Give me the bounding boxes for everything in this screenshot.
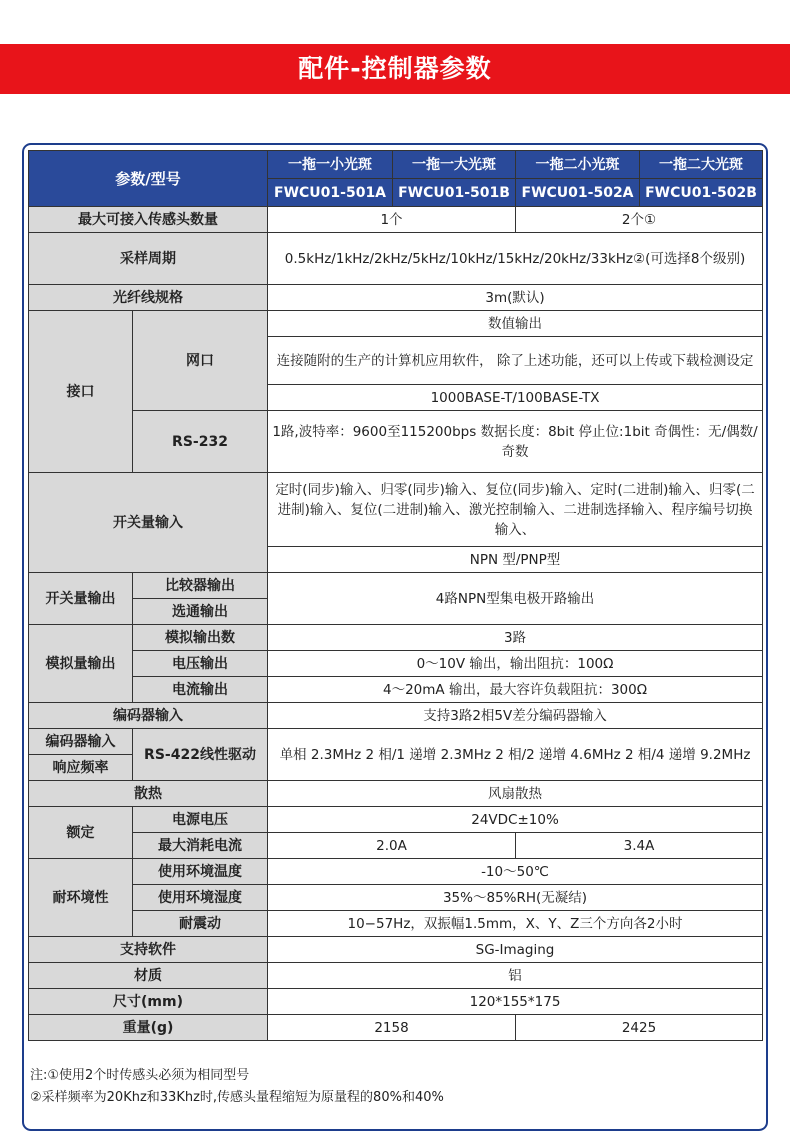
max-current-label: 最大消耗电流 <box>133 833 268 859</box>
note-1: 注:①使用2个时传感头必须为相同型号 <box>30 1068 250 1083</box>
environment-label: 耐环境性 <box>29 859 133 937</box>
weight-label: 重量(g) <box>29 1015 268 1041</box>
model-name-2: 一拖一大光斑 <box>393 151 516 179</box>
rated-label: 额定 <box>29 807 133 859</box>
sampling-label: 采样周期 <box>29 233 268 285</box>
cooling-label: 散热 <box>29 781 268 807</box>
model-code-4: FWCU01-502B <box>640 179 763 207</box>
weight-501: 2158 <box>268 1015 516 1041</box>
voltage-output-label: 电压输出 <box>133 651 268 677</box>
current-output-label: 电流输出 <box>133 677 268 703</box>
comparator-output-label: 比较器输出 <box>133 573 268 599</box>
note-2: ②采样频率为20Khz和33Khz时,传感头量程缩短为原量程的80%和40% <box>30 1090 444 1105</box>
encoder-response-value: 单相 2.3MHz 2 相/1 递增 2.3MHz 2 相/2 递增 4.6MHz 2 相/4 递增 9.2MHz <box>268 729 763 781</box>
current-output-value: 4〜20mA 输出，最大容许负载阻抗：300Ω <box>268 677 763 703</box>
fiber-label: 光纤线规格 <box>29 285 268 311</box>
size-label: 尺寸(mm) <box>29 989 268 1015</box>
supply-voltage-value: 24VDC±10% <box>268 807 763 833</box>
sampling-value: 0.5kHz/1kHz/2kHz/5kHz/10kHz/15kHz/20kHz/33kHz②(可选择8个级别) <box>268 233 763 285</box>
supply-voltage-label: 电源电压 <box>133 807 268 833</box>
switch-output-label: 开关量输出 <box>29 573 133 625</box>
software-label: 支持软件 <box>29 937 268 963</box>
analog-count-value: 3路 <box>268 625 763 651</box>
ethernet-value-2: 连接随附的生产的计算机应用软件， 除了上述功能，还可以上传或下载检测设定 <box>268 337 763 385</box>
encoder-input-value: 支持3路2相5V差分编码器输入 <box>268 703 763 729</box>
strobe-output-label: 选通输出 <box>133 599 268 625</box>
model-code-3: FWCU01-502A <box>516 179 640 207</box>
model-name-3: 一拖二小光斑 <box>516 151 640 179</box>
voltage-output-value: 0〜10V 输出，输出阻抗：100Ω <box>268 651 763 677</box>
param-model-header: 参数/型号 <box>29 151 268 207</box>
ethernet-label: 网口 <box>133 311 268 411</box>
max-current-502: 3.4A <box>516 833 763 859</box>
encoder-input-label: 编码器输入 <box>29 703 268 729</box>
page-banner: 配件-控制器参数 <box>0 44 790 94</box>
model-name-4: 一拖二大光斑 <box>640 151 763 179</box>
model-code-2: FWCU01-501B <box>393 179 516 207</box>
vibration-label: 耐震动 <box>133 911 268 937</box>
material-label: 材质 <box>29 963 268 989</box>
humidity-label: 使用环境湿度 <box>133 885 268 911</box>
software-value: SG-Imaging <box>268 937 763 963</box>
switch-input-value: 定时(同步)输入、归零(同步)输入、复位(同步)输入、定时(二进制)输入、归零(二进制)输入、复位(二进制)输入、激光控制输入、二进制选择输入、程序编号切换输入、 <box>268 473 763 547</box>
switch-input-type: NPN 型/PNP型 <box>268 547 763 573</box>
interface-label: 接口 <box>29 311 133 473</box>
switch-output-value: 4路NPN型集电极开路输出 <box>268 573 763 625</box>
rs422-label: RS-422线性驱动 <box>133 729 268 781</box>
switch-input-label: 开关量输入 <box>29 473 268 573</box>
size-value: 120*155*175 <box>268 989 763 1015</box>
encoder-response-label-2: 响应频率 <box>29 755 133 781</box>
fiber-value: 3m(默认) <box>268 285 763 311</box>
rs232-label: RS-232 <box>133 411 268 473</box>
vibration-value: 10−57Hz，双振幅1.5mm，X、Y、Z三个方向各2小时 <box>268 911 763 937</box>
notes <box>30 1065 760 1109</box>
humidity-value: 35%〜85%RH(无凝结) <box>268 885 763 911</box>
ethernet-value-3: 1000BASE-T/100BASE-TX <box>268 385 763 411</box>
encoder-response-label-1: 编码器输入 <box>29 729 133 755</box>
max-sensors-502: 2个① <box>516 207 763 233</box>
model-code-1: FWCU01-501A <box>268 179 393 207</box>
analog-output-label: 模拟量输出 <box>29 625 133 703</box>
spec-table <box>28 150 763 1041</box>
rs232-value: 1路,波特率：9600至115200bps 数据长度：8bit 停止位:1bit 奇偶性：无/偶数/奇数 <box>268 411 763 473</box>
temperature-label: 使用环境温度 <box>133 859 268 885</box>
max-sensors-501: 1个 <box>268 207 516 233</box>
max-current-501: 2.0A <box>268 833 516 859</box>
cooling-value: 风扇散热 <box>268 781 763 807</box>
material-value: 铝 <box>268 963 763 989</box>
analog-count-label: 模拟输出数 <box>133 625 268 651</box>
ethernet-value-1: 数值输出 <box>268 311 763 337</box>
weight-502: 2425 <box>516 1015 763 1041</box>
temperature-value: -10〜50℃ <box>268 859 763 885</box>
max-sensors-label: 最大可接入传感头数量 <box>29 207 268 233</box>
model-name-1: 一拖一小光斑 <box>268 151 393 179</box>
